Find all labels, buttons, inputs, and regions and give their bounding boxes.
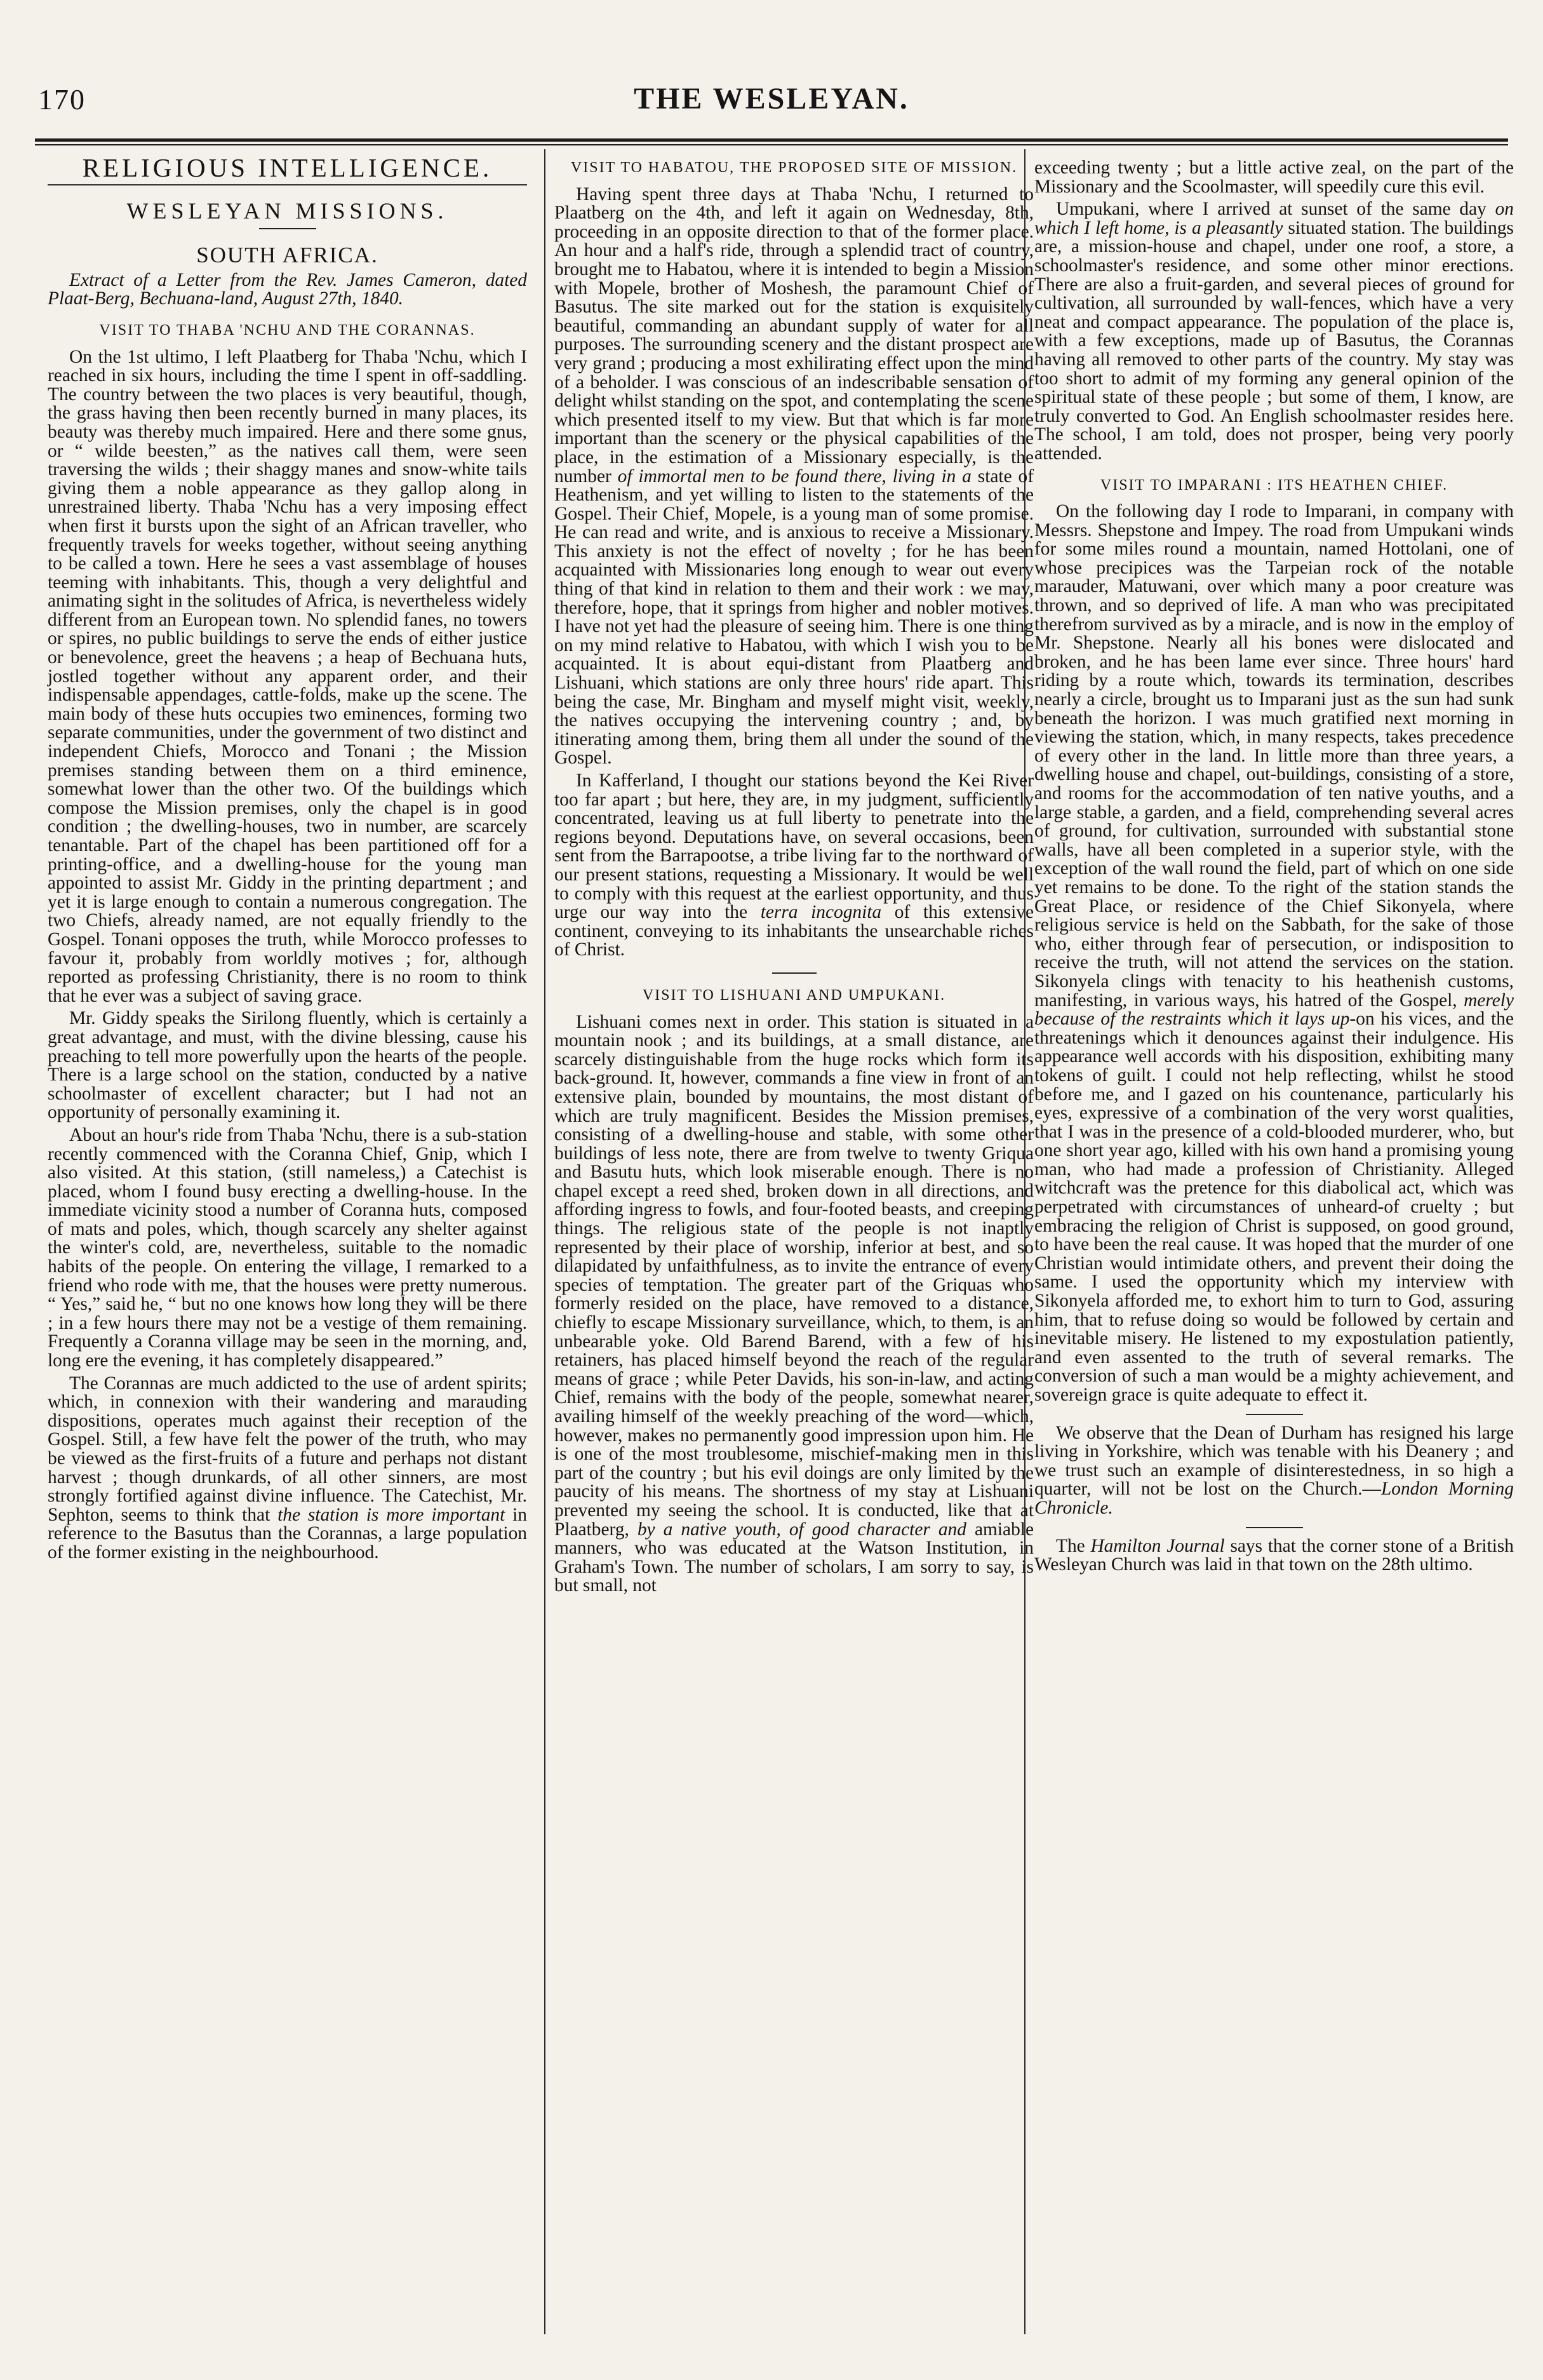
page-number: 170 <box>38 83 86 116</box>
visit-thaba-nchu-heading: VISIT TO THABA 'NCHU AND THE CORANNAS. <box>99 321 476 339</box>
paragraph <box>1034 200 1514 463</box>
column-2 <box>554 159 1034 1599</box>
text-run: on his vices, and the threatenings which it denounces against their indulgence. His appearance well accords with his disposition, exhibiting many tokens of guilt. I could not help reflecting, whilst he stood before me, and I gazed on his countenance, particularly his eyes, expressive of a combination of the very worst qualities, that I was in the presence of a cold-blooded murderer, who, but one short year ago, killed with his own hand a promising young man, who had made a profession of Christianity. Alleged witchcraft was the pretence for this diabolical act, which was perpetrated with circumstances of unheard-of cruelty ; but embracing the religion of Christ is supposed, on good ground, to have been the real cause. It was hoped that the murder of one Christian would intimidate others, and prevent their doing the same. I used the opportunity which my interview with Sikonyela afforded me, to exhort him to turn to God, assuring him, that to refuse doing so would be followed by certain and inevitable misery. He listened to my expostulation patiently, and even assented to the truth of several remarks. The conversion of such a man would be a mighty achievement, and sovereign grace is quite adequate to effect it. <box>1034 1009 1514 1405</box>
text-run: state of Heathenism, and yet willing to listen to the statements of the Gospel. Their Chief, Mopele, is a young man of some promise. He can read and write, and is anxious to receive a Missionary. This anxiety is not the effect of novelty ; for he has been acquainted with Missionaries long enough to wear out every thing of that kind in relation to them and their work : we may, therefore, hope, that it springs from higher and nobler motives. I have not yet had the pleasure of seeing him. There is one thing on my mind relative to Habatou, with which I wish you to be acquainted. It is about equi-distant from Plaatberg and Lishuani, which stations are only three hours' ride apart. This being the case, Mr. Bingham and myself might visit, weekly, the natives occupying the intervening country ; and, by itinerating among them, bring them all under the sound of the Gospel. <box>554 466 1034 769</box>
italic-run: merely because of the restraints which it lays up- <box>1034 990 1514 1030</box>
text-run: On the following day I rode to Imparani, in company with Messrs. Shepstone and Impey. The road from Umpukani winds for some miles round a mountain, named Hottolani, one of whose precipices was the Tarpeian rock of the notable marauder, Matuwani, over which many a poor creature was thrown, and so deprived of life. A man who was precipitated therefrom survived as by a miracle, and is now in the employ of Mr. Shepstone. Nearly all his bones were dislocated and broken, and he has been lame ever since. Three hours' hard riding by a route which, towards its termination, describes nearly a circle, brought us to Imparani just as the sun had sunk beneath the horizon. I was much gratified next morning in viewing the station, which, in many respects, takes precedence of every other in the land. In little more than three years, a dwelling house and chapel, out-buildings, consisting of a store, and rooms for the accommodation of ten native youths, and a large stable, a garden, and a field, comprehending several acres of ground, for cultivation, surrounded with substantial stone walls, have all been completed in a superior style, with the exception of the wall round the field, part of which on one side yet remains to be done. To the right of the station stands the Great Place, or residence of the Chief Sikonyela, where religious service is held on the Sabbath, for the sake of those who, either through fear of persecution, or indisposition to receive the truth, will not attend the services on the station. Sikonyela clings with tenacity to his heathenish customs, manifesting, in various ways, his hatred of the Gospel, <box>1034 501 1514 1011</box>
paragraph <box>554 1013 1034 1596</box>
text-run: We observe that the Dean of Durham has resigned his large living in Yorkshire, which was tenable with his Deanery ; and we trust such an example of disinterestedness, in so high a quarter, will not be lost on the Church.— <box>1034 1422 1514 1500</box>
italic-run: of immortal men to be found there, living in a <box>617 466 972 487</box>
short-rule <box>259 228 316 229</box>
text-run: The <box>1056 1535 1091 1556</box>
paragraph <box>1034 1537 1514 1575</box>
italic-run: Hamilton Journal <box>1090 1535 1225 1556</box>
text-run: In Kafferland, I thought our stations beyond the Kei River too far apart ; but here, they are, in my judgment, sufficiently concentrated, leaving us at full liberty to penetrate into the regions beyond. Deputations have, on several occasions, been sent from the Barrapootse, a tribe living far to the northward of our present stations, requesting a Missionary. It would be well to comply with this request at the earliest opportunity, and thus urge our way into the <box>554 770 1034 923</box>
text-run: amiable manners, who was educated at the Watson Institution, in Graham's Town. The number of scholars, I am sorry to say, is but small, not <box>554 1519 1034 1596</box>
text-run: situated station. The buildings are, a mission-house and chapel, under one roof, a store, a schoolmaster's residence, and some other minor erections. There are also a fruit-garden, and several pieces of ground for cultivation, all surrounded by wall-fences, which have a very neat and compact appearance. The population of the place is, with a few exceptions, made up of Basutus, the Corannas having all removed to other parts of the country. My stay was too short to admit of my forming any general opinion of the spiritual state of these people ; but some of them, I know, are truly converted to God. An English schoolmaster resides here. The school, I am told, does not prosper, being very poorly attended. <box>1034 217 1514 464</box>
missions-heading: WESLEYAN MISSIONS. <box>126 198 448 224</box>
text-run: The Corannas are much addicted to the use of ardent spirits; which, in connexion with their wandering and marauding dispositions, operates much against their reception of the Gospel. Still, a few have felt the power of the truth, who may be viewed as the first-fruits of a future and perhaps not distant harvest ; though drunkards, of all other sinners, are most strongly fortified against divine influence. The Catechist, Mr. Sephton, seems to think that <box>48 1373 527 1525</box>
header-rule-thick <box>35 138 1508 142</box>
text-run: Lishuani comes next in order. This station is situated in a mountain nook ; and its buildings, at a small distance, are scarcely distinguishable from the huge rocks which form its back-ground. It, however, commands a fine view in front of an extensive plain, bounded by mountains, the most distant of which are truly magnificent. Besides the Mission premises, consisting of a dwelling-house and stable, with some other buildings of less note, there are from twelve to twenty Griqua and Basutu huts, which look miserable enough. There is no chapel except a reed shed, broken down in all directions, and affording ingress to fowls, and four-footed beasts, and creeping things. The religious state of the people is not inaptly represented by their place of worship, inferior at best, and so dilapidated by unfaithfulness, as to invite the entrance of every species of temptation. The greater part of the Griquas who formerly resided on the place, have removed to a distance, chiefly to escape Missionary surveillance, which, to them, is an unbearable yoke. Old Barend Barend, with a few of his retainers, has placed himself beyond the reach of the regular means of grace ; while Peter Davids, his son-in-law, and acting Chief, remains with the body of the people, somewhat nearer, availing himself of the weekly preaching of the word—which, however, makes no permanently good impression upon him. He is one of the most troublesome, mischief-making men in this part of the country ; but his evil doings are only limited by the paucity of his means. The shortness of my stay at Lishuani prevented my seeing the school. It is conducted, like that at Plaatberg, <box>554 1011 1034 1540</box>
paragraph <box>48 1375 527 1563</box>
column-3 <box>1034 159 1514 1578</box>
italic-run: terra incognita <box>760 902 882 923</box>
header-rule-thin <box>35 144 1508 145</box>
short-rule <box>1246 1414 1303 1415</box>
italic-run: on which I left home, is a pleasantly <box>1034 199 1514 238</box>
paragraph: exceeding twenty ; but a little active zeal, on the part of the Missionary and the Scoolmaster, will speedily cure this evil. <box>1034 158 1514 197</box>
paragraph: Mr. Giddy speaks the Sirilong fluently, which is certainly a great advantage, and must, with the divine blessing, cause his preaching to tell more powerfully upon the hearts of the people. There is a large school on the station, conducted by a native schoolmaster of excellent character; but I had not an opportunity of personally examining it. <box>48 1008 527 1123</box>
italic-run: by a native youth, of good character and <box>637 1519 966 1540</box>
visit-imparani-heading: VISIT TO IMPARANI : ITS HEATHEN CHIEF. <box>1100 476 1448 494</box>
column-1 <box>48 153 527 1566</box>
italic-run: the station is more important <box>277 1504 505 1525</box>
section-heading: RELIGIOUS INTELLIGENCE. <box>48 159 527 185</box>
text-run: in reference to the Basutus than the Corannas, a large population of the former existing in the neighbourhood. <box>48 1504 527 1563</box>
text-run: of this extensive continent, conveying to its inhabitants the unsearchable riches of Christ. <box>554 902 1034 960</box>
paragraph: On the 1st ultimo, I left Plaatberg for Thaba 'Nchu, which I reached in six hours, including the time I spent in off-saddling. The country between the two places is very beautiful, though, the grass having then been recently burned in many places, its beauty was thereby much impaired. Here and there some gnus, or “ wilde beesten,” as the natives call them, were seen traversing the wilds ; their shaggy manes and snow-white tails giving them a noble appearance as they gallop along in unrestrained liberty. Thaba 'Nchu has a very imposing effect when first it bursts upon the sight of an African traveller, who frequently travels for weeks together, without seeing anything to be called a town. Here he sees a vast assemblage of houses teeming with inhabitants. This, though a very delightful and animating sight in the solitudes of Africa, is nevertheless widely different from an European town. No splendid fanes, no towers or spires, no public buildings to serve the ends of either justice or benevolence, greet the heavens ; a heap of Bechuana huts, jostled together without any apparent order, and their indispensable appendages, cattle-folds, make up the scene. The main body of these huts occupies two eminences, forming two separate communities, under the government of two distinct and independent Chiefs, Morocco and Tonani ; the Mission premises standing between them on a third eminence, somewhat lower than the other two. Of the buildings which compose the Mission premises, only the chapel is in good condition ; the dwelling-houses, two in number, are scarcely tenantable. Part of the chapel has been partitioned off for a printing-office, and a dwelling-house for the young man appointed to assist Mr. Giddy in the printing department ; and yet it is large enough to contain a numerous congregation. The two Chiefs, already named, are not equally friendly to the Gospel. Tonani opposes the truth, while Morocco professes to favour it, probably from worldly motives ; for, although reported as professing Christianity, there is no room to think that he ever was a subject of saving grace. <box>48 346 527 1006</box>
paragraph <box>554 185 1034 768</box>
column-divider-1 <box>544 149 545 2334</box>
paragraph <box>1034 502 1514 1405</box>
short-rule <box>1246 1527 1303 1528</box>
text-run: says that the corner stone of a British Wesleyan Church was laid in that town on the 28th ultimo. <box>1034 1535 1514 1575</box>
italic-run: London Morning Chronicle. <box>1034 1479 1514 1518</box>
region-heading: SOUTH AFRICA. <box>196 243 378 268</box>
visit-habatou-heading: VISIT TO HABATOU, THE PROPOSED SITE OF MISSION. <box>570 159 1018 176</box>
visit-lishuani-heading: VISIT TO LISHUANI AND UMPUKANI. <box>642 986 946 1004</box>
paragraph: About an hour's ride from Thaba 'Nchu, there is a sub-station recently commenced with the Coranna Chief, Gnip, which I also visited. At this station, (still nameless,) a Catechist is placed, whom I found busy erecting a dwelling-house. In the immediate vicinity stood a number of Coranna huts, composed of mats and poles, which, though scarcely any shelter against the winter's cold, are, nevertheless, suitable to the nomadic habits of the people. On entering the village, I remarked to a friend who rode with me, that the houses were pretty numerous. “ Yes,” said he, “ but no one knows how long they will be there ; in a few hours there may not be a vestige of them remaining. Frequently a Coranna village may be seen in the morning, and, long ere the evening, it has completely disappeared.” <box>48 1124 527 1371</box>
text-run: Umpukani, where I arrived at sunset of the same day <box>1056 199 1495 220</box>
paragraph <box>1034 1424 1514 1518</box>
paragraph <box>554 772 1034 960</box>
section-rule <box>772 972 817 974</box>
extract-line: Extract of a Letter from the Rev. James Cameron, dated Plaat-Berg, Bechuana-land, August 27th, 1840. <box>48 269 527 309</box>
masthead-title: THE WESLEYAN. <box>634 82 909 116</box>
text-run: Having spent three days at Thaba 'Nchu, I returned to Plaatberg on the 4th, and left it again on Wednesday, 8th, proceeding in an opposite direction to that of the former place. An hour and a half's ride, through a splendid tract of country, brought me to Habatou, where it is intended to begin a Mission with Mopele, brother of Moshesh, the paramount Chief of Basutus. The site marked out for the station is exquisitely beautiful, commanding an abundant supply of water for all purposes. The surrounding scenery and the distant prospect are very grand ; producing a most exhilirating effect upon the mind of a beholder. I was conscious of an indescribable sensation of delight whilst standing on the spot, and contemplating the scene which presented itself to my view. But that which is far more important than the scenery or the physical capabilities of the place, in the estimation of a Missionary especially, is the number <box>554 184 1034 487</box>
